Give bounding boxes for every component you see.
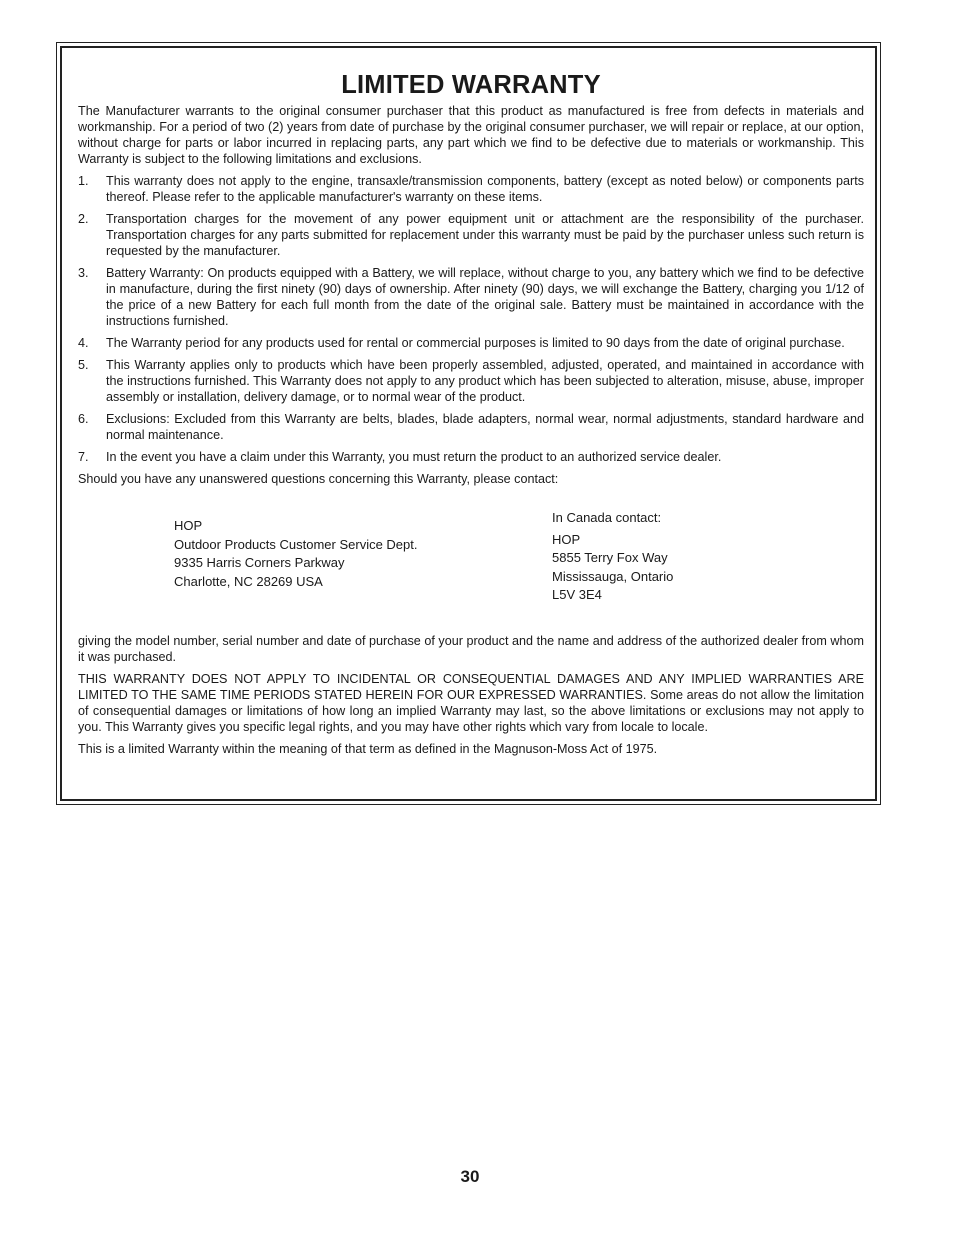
list-item <box>78 265 864 329</box>
list-item-text: Battery Warranty: On products equipped with a Battery, we will replace, without charge to you, any battery which we find to be defective in manufacture, during the first ninety (90) days of ownership. After ninety (90) days, we will exchange the Battery, charging you 1/12 of the price of a new Battery for each full month from the date of the original sale. Battery must be maintained in accordance with the instructions furnished. <box>106 266 864 328</box>
list-item-text: The Warranty period for any products used for rental or commercial purposes is limited to 90 days from the date of original purchase. <box>106 336 845 350</box>
list-item-number: 6. <box>78 412 89 426</box>
list-item-text: This Warranty applies only to products which have been properly assembled, adjusted, operated, and maintained in accordance with the instructions furnished. This Warranty does not apply to any product which has been subjected to alteration, misuse, abuse, improper assembly or installation, delivery damage, or to normal wear of the product. <box>106 358 864 404</box>
page-number: 30 <box>460 1167 480 1186</box>
list-item-text: Exclusions: Excluded from this Warranty are belts, blades, blade adapters, normal wear, normal adjustments, standard hardware and normal maintenance. <box>106 412 864 442</box>
us-address-line: HOP <box>174 518 203 533</box>
page-title: LIMITED WARRANTY <box>341 71 601 99</box>
contact-prompt: Should you have any unanswered questions concerning this Warranty, please contact: <box>78 472 559 486</box>
magnuson-moss-statement: This is a limited Warranty within the meaning of that term as defined in the Magnuson-Moss Act of 1975. <box>78 742 658 756</box>
warranty-content <box>78 70 864 763</box>
list-item <box>78 335 864 351</box>
list-item-text: In the event you have a claim under this Warranty, you must return the product to an authorized service dealer. <box>106 450 722 464</box>
list-item-number: 7. <box>78 450 89 464</box>
list-item <box>78 173 864 205</box>
closing-instructions: giving the model number, serial number and date of purchase of your product and the name and address of the authorized dealer from whom it was purchased. <box>78 634 864 664</box>
list-item-number: 1. <box>78 174 89 188</box>
list-item-number: 5. <box>78 358 89 372</box>
list-item-number: 3. <box>78 266 89 280</box>
contact-addresses <box>78 503 864 633</box>
list-item-number: 2. <box>78 212 89 226</box>
list-item-number: 4. <box>78 336 89 350</box>
list-item <box>78 357 864 405</box>
us-address-line: Charlotte, NC 28269 USA <box>174 573 323 589</box>
list-item <box>78 449 864 465</box>
canada-address <box>552 509 673 605</box>
list-item-text: This warranty does not apply to the engine, transaxle/transmission components, battery (except as noted below) or components parts thereof. Please refer to the applicable manufacturer's warranty on these items. <box>106 174 864 204</box>
limitations-list <box>78 173 864 465</box>
canada-address-line: 5855 Terry Fox Way <box>552 550 668 565</box>
us-address <box>174 517 418 591</box>
list-item <box>78 211 864 259</box>
canada-address-line: HOP <box>552 531 581 547</box>
us-address-line: Outdoor Products Customer Service Dept. <box>174 536 418 552</box>
canada-address-line: L5V 3E4 <box>552 587 602 602</box>
canada-address-line: Mississauga, Ontario <box>552 568 674 584</box>
us-address-line: 9335 Harris Corners Parkway <box>174 555 345 570</box>
list-item <box>78 411 864 443</box>
list-item-text: Transportation charges for the movement of any power equipment unit or attachment are the responsibility of the purchaser. Transportation charges for any parts submitted for replacement under this warranty must be paid by the purchaser unless such return is requested by the manufacturer. <box>106 212 864 258</box>
canada-contact-heading: In Canada contact: <box>552 510 662 525</box>
disclaimer-paragraph: THIS WARRANTY DOES NOT APPLY TO INCIDENTAL OR CONSEQUENTIAL DAMAGES AND ANY IMPLIED WARRANTIES ARE LIMITED TO THE SAME TIME PERIODS STATED HEREIN FOR OUR EXPRESSED WARRANTIES. Some areas do not allow the limitation of consequential damages or limitations of how long an implied Warranty may last, so the above limitations or exclusions may not apply to you. This Warranty gives you specific legal rights, and you may have other rights which vary from locale to locale. <box>78 672 864 734</box>
intro-paragraph: The Manufacturer warrants to the original consumer purchaser that this product as manufactured is free from defects in materials and workmanship. For a period of two (2) years from date of purchase by the original consumer purchaser, we will repair or replace, at our option, without charge for parts or labor incurred in replacing parts, any part which we find to be defective due to materials or workmanship. This Warranty is subject to the following limitations and exclusions. <box>78 104 864 166</box>
